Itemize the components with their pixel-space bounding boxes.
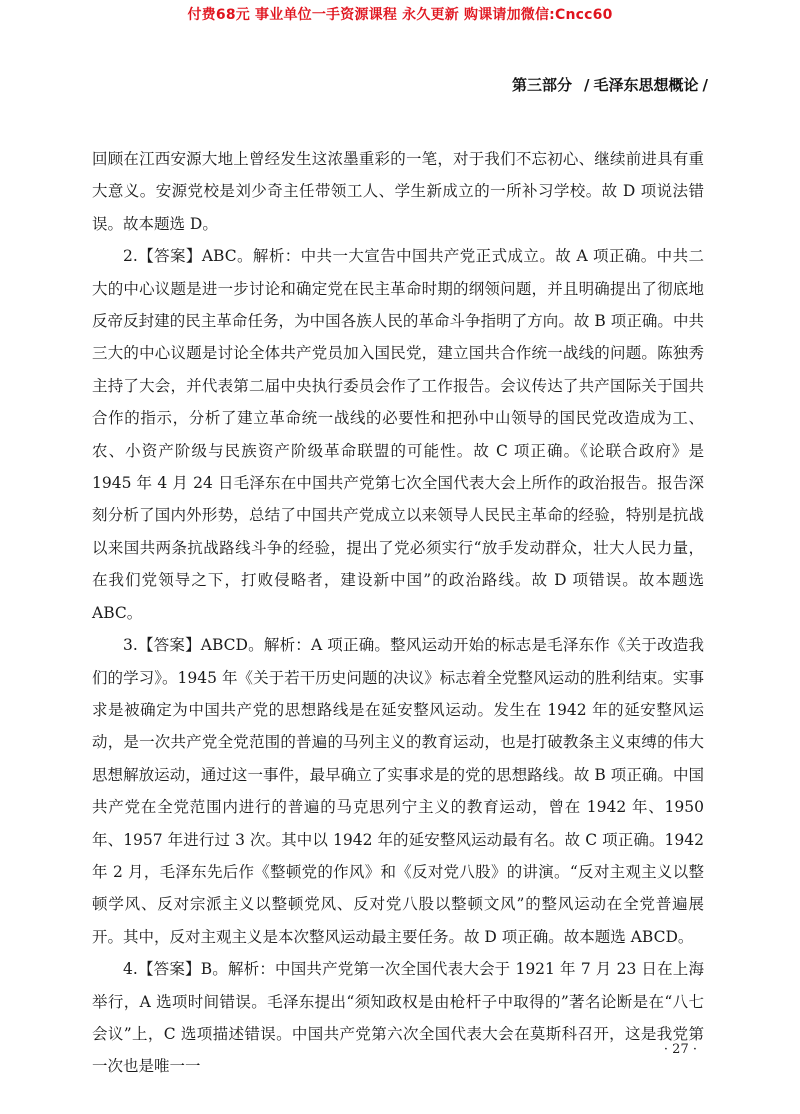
page-number: · 27 · <box>663 1042 697 1057</box>
answer-2-paragraph: 2.【答案】ABC。解析：中共一大宣告中国共产党正式成立。故 A 项正确。中共二大的中心议题是进一步讨论和确定党在民主革命时期的纲领问题，并且明确提出了彻底地反帝反封建的民主革命任务，为中国各族人民的革命斗争指明了方向。故 B 项正确。中共三大的中心议题是讨论全体共产党员加入国民党，建立国共合作统一战线的问题。陈独秀主持了大会，并代表第二届中央执行委员会作了工作报告。会议传达了共产国际关于国共合作的指示，分析了建立革命统一战线的必要性和把孙中山领导的国民党改造成为工、农、小资产阶级与民族资产阶级革命联盟的可能性。故 C 项正确。《论联合政府》是 1945 年 4 月 24 日毛泽东在中国共产党第七次全国代表大会上所作的政治报告。报告深刻分析了国内外形势，总结了中国共产党成立以来领导人民民主革命的经验，特别是抗战以来国共两条抗战路线斗争的经验，提出了党必须实行“放手发动群众，壮大人民力量，在我们党领导之下，打败侵略者，建设新中国”的政治路线。故 D 项错误。故本题选 ABC。 <box>92 247 704 622</box>
chapter-title: 毛泽东思想概论 <box>593 76 699 94</box>
part-label: 第三部分 <box>512 76 573 94</box>
page-body <box>92 143 704 1083</box>
paragraph-continuation: 回顾在江西安源大地上曾经发生这浓墨重彩的一笔，对于我们不忘初心、继续前进具有重大意义。安源党校是刘少奇主任带领工人、学生新成立的一所补习学校。故 D 项说法错误。故本题选 D。 <box>92 150 704 233</box>
separator: / <box>584 76 590 94</box>
separator-trailing: / <box>702 76 708 94</box>
promo-banner: 付费68元 事业单位一手资源课程 永久更新 购课请加微信:Cncc60 <box>187 7 613 23</box>
answer-3-paragraph: 3.【答案】ABCD。解析：A 项正确。整风运动开始的标志是毛泽东作《关于改造我们的学习》。1945 年《关于若干历史问题的决议》标志着全党整风运动的胜利结束。实事求是被确定为中国共产党的思想路线是在延安整风运动。发生在 1942 年的延安整风运动，是一次共产党全党范围的普遍的马列主义的教育运动，也是打破教条主义束缚的伟大思想解放运动，通过这一事件，最早确立了实事求是的党的思想路线。故 B 项正确。中国共产党在全党范围内进行的普遍的马克思列宁主义的教育运动，曾在 1942 年、1950 年、1957 年进行过 3 次。其中以 1942 年的延安整风运动最有名。故 C 项正确。1942 年 2 月，毛泽东先后作《整顿党的作风》和《反对党八股》的讲演。“反对主观主义以整顿学风、反对宗派主义以整顿党风、反对党八股以整顿文风”的整风运动在全党普遍展开。其中，反对主观主义是本次整风运动最主要任务。故 D 项正确。故本题选 ABCD。 <box>92 636 704 946</box>
running-head <box>512 74 708 95</box>
answer-4-paragraph: 4.【答案】B。解析：中国共产党第一次全国代表大会于 1921 年 7 月 23 日在上海举行，A 选项时间错误。毛泽东提出“须知政权是由枪杆子中取得的”著名论断是在“八七会议”上，C 选项描述错误。中国共产党第六次全国代表大会在莫斯科召开，这是我党第一次也是唯一一 <box>92 960 704 1076</box>
